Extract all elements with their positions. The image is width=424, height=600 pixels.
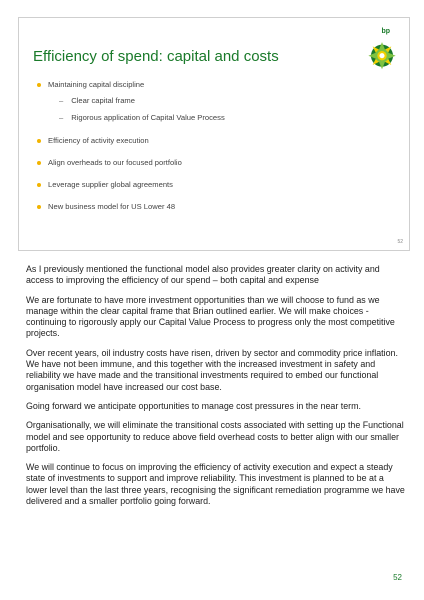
bp-helios-logo-icon [365, 34, 399, 74]
bullet-item: New business model for US Lower 48 [37, 202, 175, 211]
speaker-notes [26, 264, 406, 515]
bullet-dot-icon [37, 183, 41, 187]
page-number: 52 [393, 573, 402, 582]
notes-paragraph: Organisationally, we will eliminate the transitional costs associated with setting up the Functional model and see opportunity to reduce above field overhead costs to better align with our smaller portfolio. [26, 420, 404, 453]
slide-thumbnail [18, 17, 410, 251]
slide-number: 52 [397, 239, 403, 245]
bullet-dot-icon [37, 139, 41, 143]
logo-text: bp [381, 28, 390, 35]
notes-paragraph: As I previously mentioned the functional model also provides greater clarity on activity and access to improving the efficiency of our spend – both capital and expense [26, 264, 380, 286]
sub-bullet-item: – Clear capital frame [59, 96, 135, 105]
sub-bullet-item: – Rigorous application of Capital Value Process [59, 113, 225, 122]
bullet-item: Align overheads to our focused portfolio [37, 158, 182, 167]
bullet-dot-icon [37, 161, 41, 165]
bullet-dot-icon [37, 83, 41, 87]
bullet-dot-icon [37, 205, 41, 209]
bullet-item: Maintaining capital discipline [37, 80, 144, 89]
notes-paragraph: Over recent years, oil industry costs have risen, driven by sector and commodity price inflation. We have not been immune, and this together with the increased investment in safety and reliability we have made and the transitional investments required to embed our functional organisation model have increased our cost base. [26, 347, 398, 392]
bullet-item: Efficiency of activity execution [37, 136, 149, 145]
bullet-item: Leverage supplier global agreements [37, 180, 173, 189]
notes-paragraph: We will continue to focus on improving the efficiency of activity execution and expect a steady state of investments to support and improve reliability. This investment is planned to be at a lower level than the last three years, recognising the significant remediation programme we have delivered and a smaller portfolio going forward. [26, 462, 405, 507]
notes-paragraph: Going forward we anticipate opportunities to manage cost pressures in the near term. [26, 400, 361, 411]
slide-title: Efficiency of spend: capital and costs [33, 48, 279, 65]
notes-paragraph: We are fortunate to have more investment opportunities than we will choose to fund as we manage within the clear capital frame that Brian outlined earlier. We will make choices - continuing to rigorously apply our Capital Value Process to progress only the most competitive projects. [26, 294, 395, 339]
